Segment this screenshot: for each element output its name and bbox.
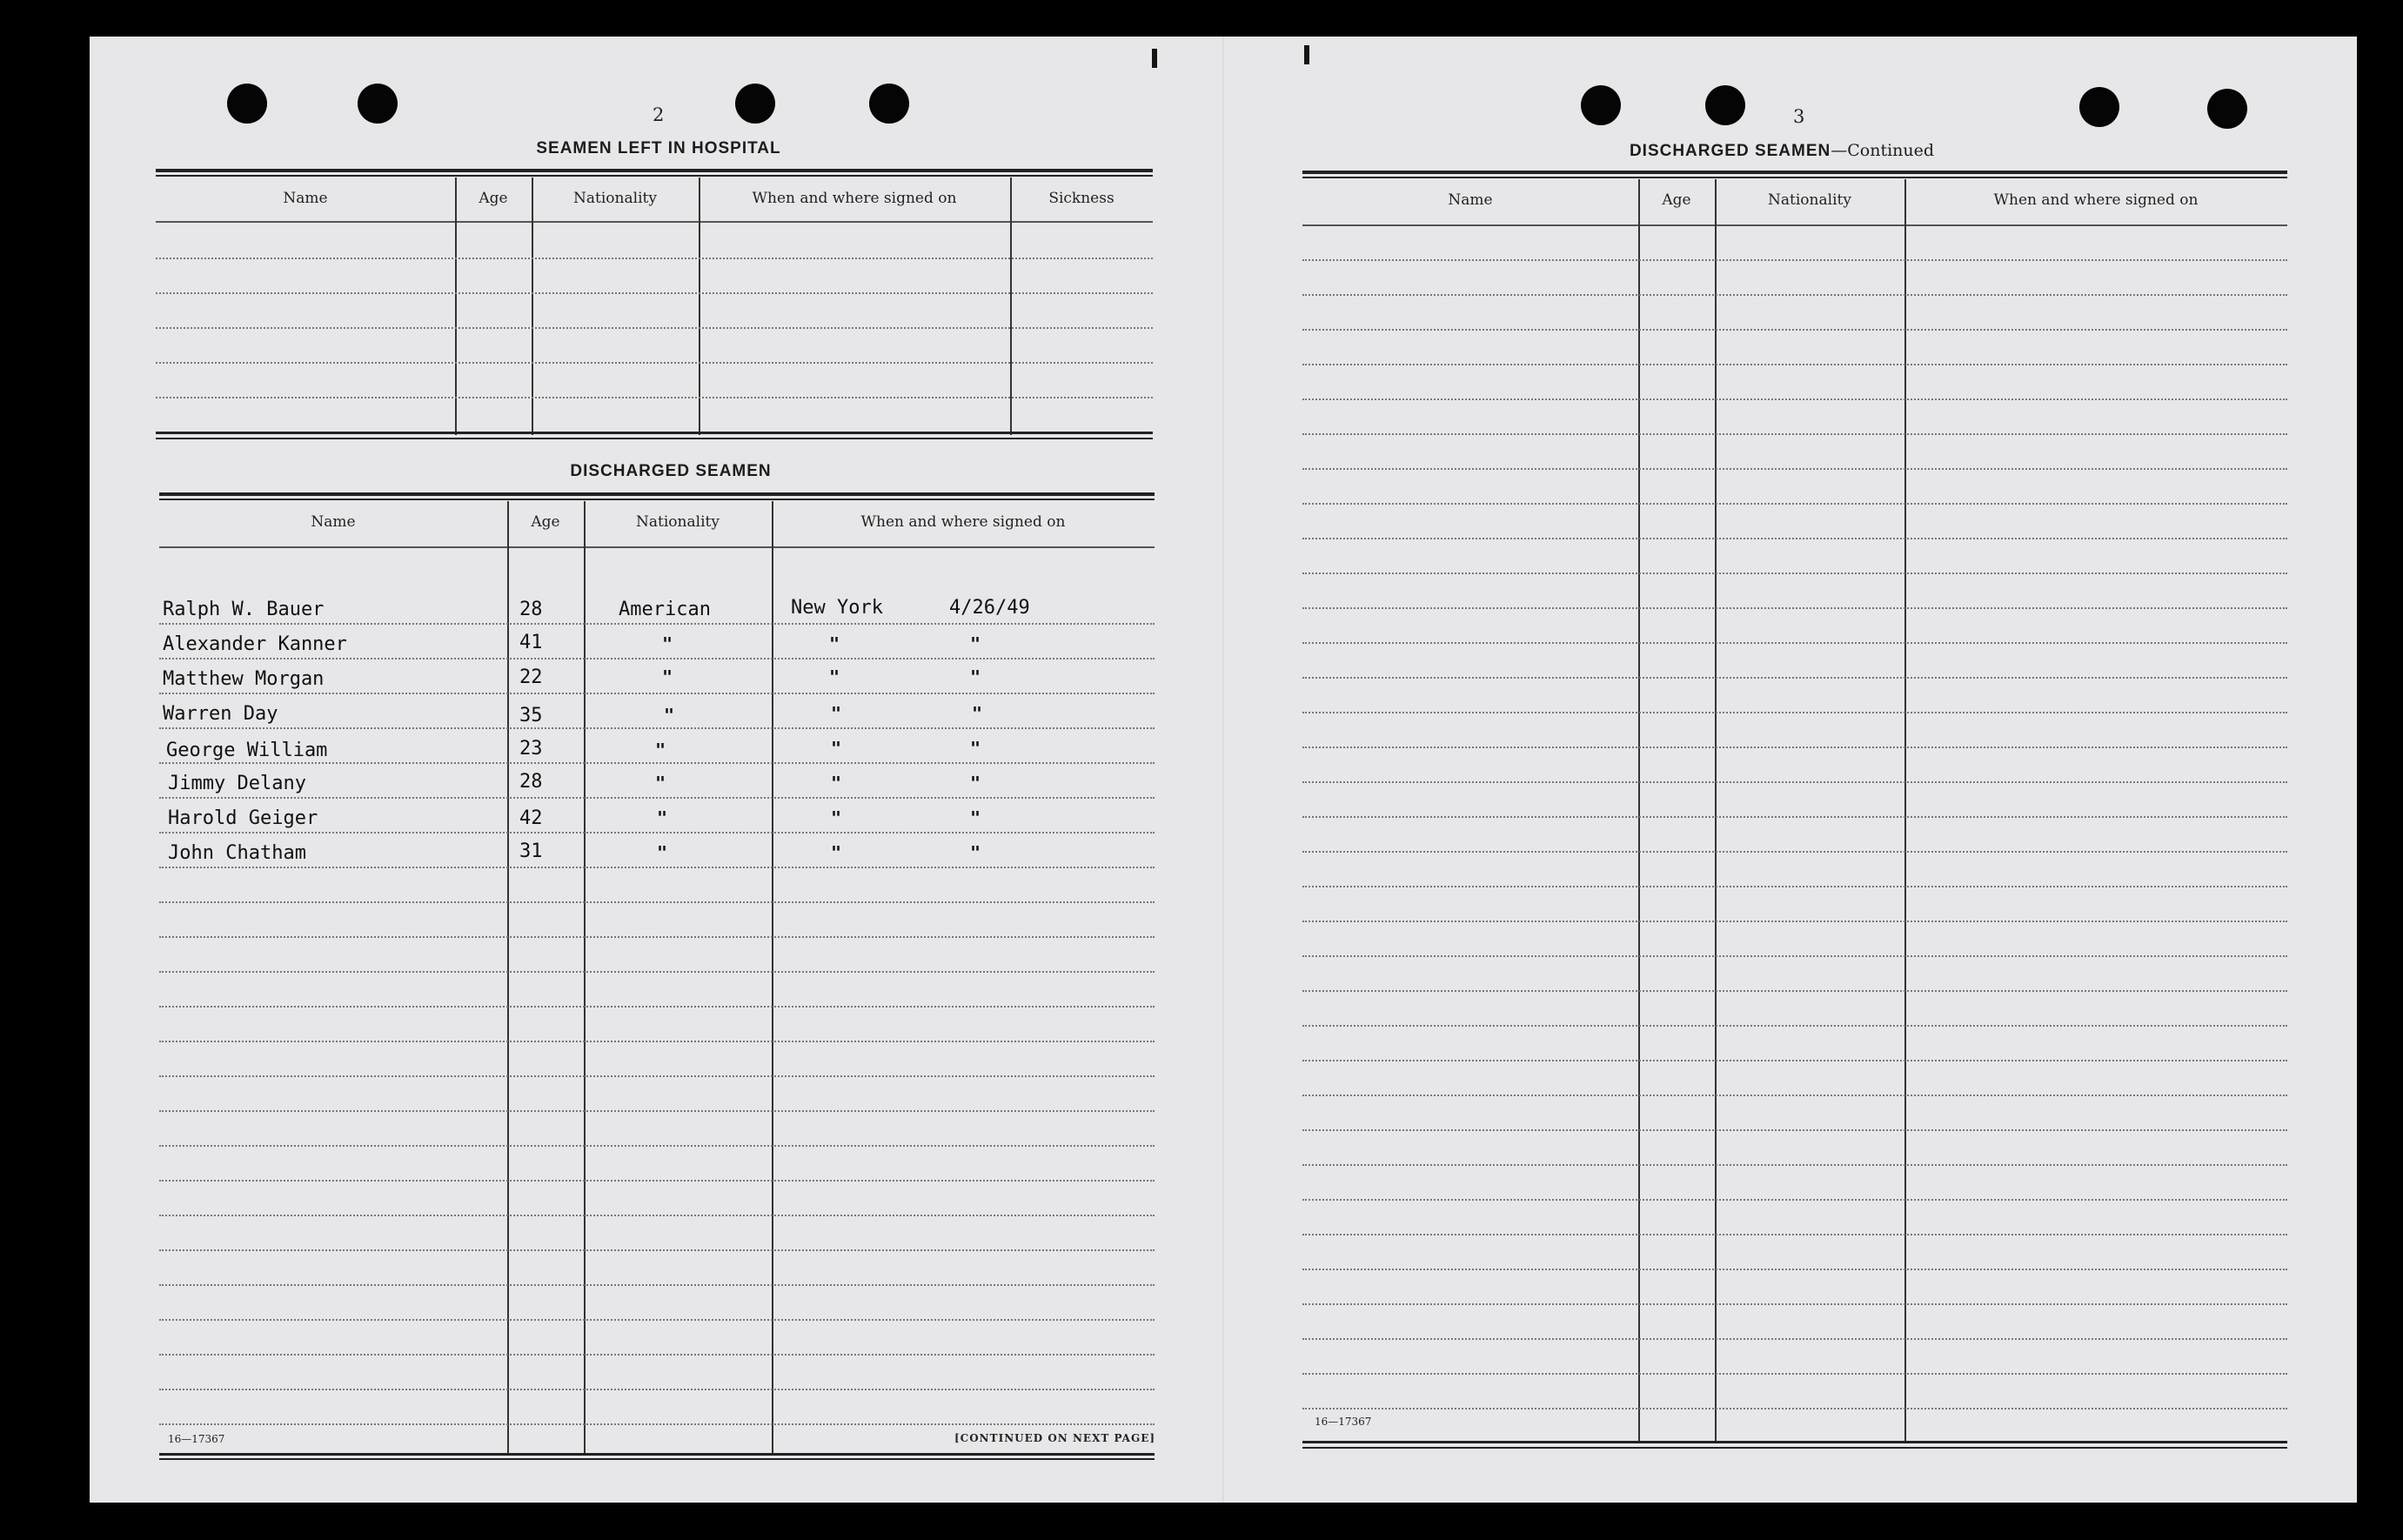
ruled-line: [1302, 259, 2287, 261]
punch-hole: [735, 84, 775, 124]
ruled-line: [1302, 1338, 2287, 1340]
ditto-mark: ": [970, 666, 981, 687]
hospital-col-name: Name: [283, 190, 328, 207]
seaman-name: John Chatham: [168, 842, 306, 864]
ditto-mark: ": [662, 666, 673, 687]
page-fold: [1222, 37, 1224, 1503]
hospital-section-title: SEAMEN LEFT IN HOSPITAL: [536, 139, 781, 157]
binding-mark: [1304, 45, 1309, 64]
ruled-line: [159, 1423, 1155, 1425]
ruled-line: [159, 867, 1155, 868]
ruled-line: [159, 762, 1155, 764]
ruled-line: [1302, 329, 2287, 331]
ruled-line: [159, 1075, 1155, 1077]
punch-hole: [227, 84, 267, 124]
ruled-line: [159, 1215, 1155, 1216]
ruled-line: [1302, 1408, 2287, 1409]
seaman-age: 41: [519, 632, 543, 653]
right-col-nationality: Nationality: [1768, 191, 1851, 209]
binding-mark: [1152, 49, 1157, 68]
ditto-mark: ": [829, 633, 840, 654]
ruled-line: [159, 1284, 1155, 1286]
seaman-name: Matthew Morgan: [163, 668, 325, 690]
ruled-line: [159, 693, 1155, 694]
ditto-mark: ": [657, 842, 668, 863]
ditto-mark: ": [970, 807, 981, 828]
discharged-continued-table: [1302, 171, 2287, 1450]
hospital-col-age: Age: [479, 190, 508, 207]
seaman-name: Jimmy Delany: [168, 773, 306, 794]
seaman-name: Alexander Kanner: [163, 633, 347, 655]
seaman-age: 42: [519, 807, 543, 829]
seaman-age: 23: [519, 738, 543, 760]
ruled-line: [159, 1354, 1155, 1356]
seaman-name: Harold Geiger: [168, 807, 318, 829]
punch-hole: [869, 84, 909, 124]
ditto-mark: ": [972, 703, 983, 724]
ruled-line: [1302, 1234, 2287, 1235]
seaman-age: 28: [519, 771, 543, 793]
ditto-mark: ": [970, 738, 981, 759]
ruled-line: [1302, 886, 2287, 887]
ruled-line: [1302, 398, 2287, 400]
ruled-line: [159, 1319, 1155, 1321]
punch-hole: [358, 84, 398, 124]
ditto-mark: ": [829, 666, 840, 687]
discharged-table: [159, 492, 1155, 1462]
ruled-line: [159, 1249, 1155, 1251]
ditto-mark: ": [655, 740, 666, 760]
seaman-age: 28: [519, 599, 543, 620]
ruled-line: [1302, 851, 2287, 853]
discharged-col-name: Name: [311, 513, 356, 531]
ditto-mark: ": [657, 807, 668, 828]
ruled-line: [1302, 1269, 2287, 1270]
ruled-line: [1302, 747, 2287, 748]
page-number-left: 2: [653, 104, 665, 125]
ruled-line: [159, 971, 1155, 973]
ruled-line: [159, 901, 1155, 903]
ruled-line: [1302, 572, 2287, 574]
hospital-col-nationality: Nationality: [573, 190, 657, 207]
right-col-age: Age: [1662, 191, 1691, 209]
ruled-line: [1302, 294, 2287, 296]
ditto-mark: ": [970, 842, 981, 863]
form-number-left: 16—17367: [168, 1433, 225, 1445]
hospital-table: [156, 169, 1153, 440]
ruled-line: [159, 623, 1155, 625]
ditto-mark: ": [970, 633, 981, 654]
seaman-nationality: American: [619, 599, 711, 620]
right-col-name: Name: [1448, 191, 1493, 209]
hospital-col-sickness: Sickness: [1048, 190, 1114, 207]
ruled-line: [159, 1145, 1155, 1147]
punch-hole: [1581, 85, 1621, 125]
ruled-line: [1302, 538, 2287, 539]
discharged-col-age: Age: [531, 513, 560, 531]
ruled-line: [1302, 1095, 2287, 1096]
ruled-line: [159, 727, 1155, 729]
form-number-right: 16—17367: [1315, 1416, 1372, 1428]
page-number-right: 3: [1793, 106, 1805, 127]
ruled-line: [1302, 677, 2287, 679]
discharged-continued-title: DISCHARGED SEAMEN—Continued: [1629, 141, 1935, 160]
ruled-line: [1302, 503, 2287, 505]
ruled-line: [1302, 921, 2287, 922]
ruled-line: [1302, 642, 2287, 644]
ruled-line: [1302, 1303, 2287, 1305]
ruled-line: [159, 1110, 1155, 1112]
ditto-mark: ": [831, 703, 842, 724]
ruled-line: [1302, 1373, 2287, 1375]
ruled-line: [1302, 781, 2287, 783]
seaman-name: Ralph W. Bauer: [163, 599, 325, 620]
discharged-col-nationality: Nationality: [636, 513, 720, 531]
ruled-line: [1302, 433, 2287, 435]
discharged-section-title: DISCHARGED SEAMEN: [570, 462, 772, 480]
ruled-line: [159, 797, 1155, 799]
ditto-mark: ": [831, 842, 842, 863]
ruled-line: [1302, 1164, 2287, 1166]
ruled-line: [159, 1006, 1155, 1008]
ditto-mark: ": [662, 633, 673, 654]
seaman-age: 31: [519, 840, 543, 862]
ruled-line: [1302, 1025, 2287, 1027]
ditto-mark: ": [831, 738, 842, 759]
ruled-line: [1302, 1060, 2287, 1061]
ruled-line: [159, 1389, 1155, 1390]
seaman-name: Warren Day: [163, 703, 278, 725]
seaman-signed-place: New York: [791, 597, 883, 619]
punch-hole: [2079, 87, 2119, 127]
continued-note: [CONTINUED ON NEXT PAGE]: [954, 1432, 1156, 1444]
seaman-signed-date: 4/26/49: [949, 597, 1030, 619]
ruled-line: [159, 832, 1155, 834]
ruled-line: [1302, 1199, 2287, 1201]
document-sheet: [90, 37, 2357, 1503]
ruled-line: [1302, 1129, 2287, 1131]
ruled-line: [1302, 468, 2287, 470]
seaman-name: George William: [166, 740, 328, 761]
ruled-line: [1302, 816, 2287, 818]
ruled-line: [1302, 712, 2287, 713]
ruled-line: [159, 1041, 1155, 1042]
ditto-mark: ": [831, 773, 842, 793]
seaman-age: 22: [519, 666, 543, 688]
ruled-line: [1302, 607, 2287, 609]
seaman-age: 35: [519, 705, 543, 726]
ruled-line: [1302, 364, 2287, 365]
ditto-mark: ": [970, 773, 981, 793]
ruled-line: [159, 936, 1155, 938]
ruled-line: [159, 1180, 1155, 1182]
right-col-signed-on: When and where signed on: [1993, 191, 2199, 209]
punch-hole: [2207, 89, 2247, 129]
hospital-col-signed-on: When and where signed on: [752, 190, 957, 207]
ditto-mark: ": [664, 705, 675, 726]
ruled-line: [1302, 955, 2287, 957]
punch-hole: [1705, 85, 1745, 125]
ruled-line: [1302, 990, 2287, 992]
discharged-col-signed-on: When and where signed on: [860, 513, 1066, 531]
ditto-mark: ": [831, 807, 842, 828]
ditto-mark: ": [655, 773, 666, 793]
ruled-line: [159, 658, 1155, 660]
